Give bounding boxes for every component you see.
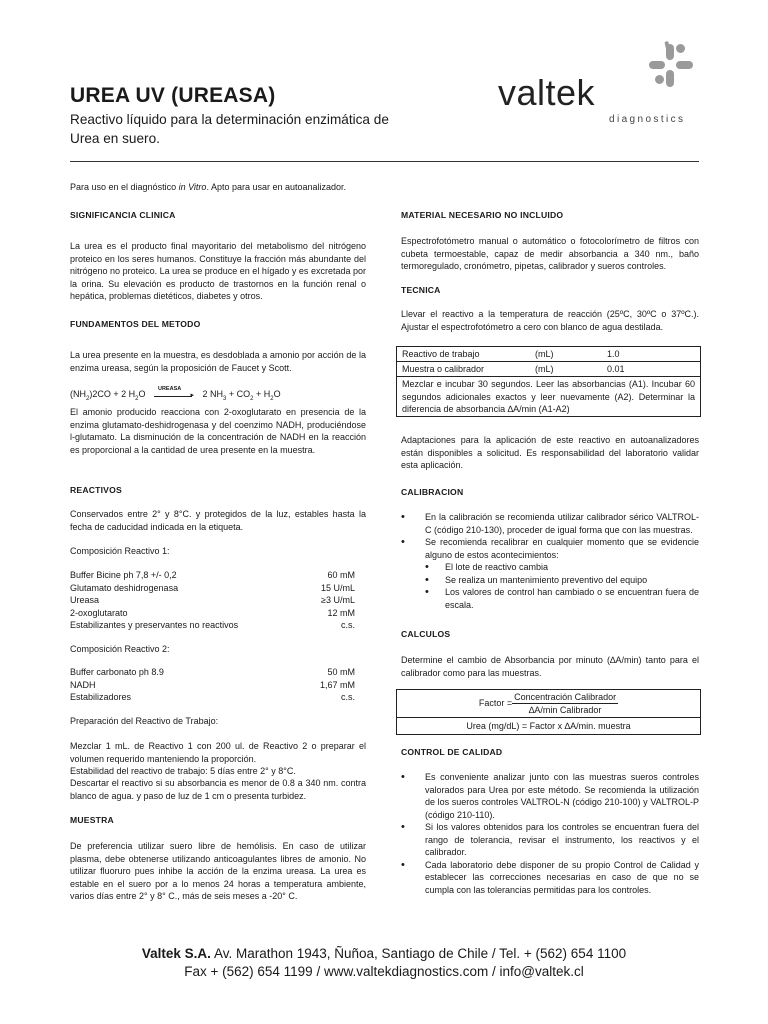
formula-sub: 2 xyxy=(135,395,139,402)
comp-value: 60 mM xyxy=(327,570,355,580)
comp-name: Glutamato deshidrogenasa xyxy=(70,582,179,593)
table-cell: (mL) xyxy=(535,363,554,374)
reactivos-text: Conservados entre 2° y 8°C. y protegidos de la luz, estables hasta la fecha de caducidad indicada en la etiqueta. xyxy=(70,509,366,532)
prep-text-2: Estabilidad del reactivo de trabajo: 5 días entre 2° y 8°C. xyxy=(70,766,296,776)
tecnica-table-note xyxy=(397,377,700,416)
valtek-logo xyxy=(498,40,698,130)
comp2-list xyxy=(70,666,355,704)
table-note-text: Mezclar e incubar 30 segundos. Leer las absorbancias (A1). Incubar 60 segundos adicionales exactos y leer nuevamente (A2). Determinar la diferencia de absorbancia ∆A/min (A1-A2) xyxy=(402,379,695,414)
formula-part: )2CO + 2 H xyxy=(89,389,136,399)
comp-value: c.s. xyxy=(340,620,355,630)
control-heading: CONTROL DE CALIDAD xyxy=(401,747,503,757)
muestra-text: De preferencia utilizar suero libre de hemólisis. En caso de utilizar plasma, debe obtenerse utilizando anticoagulantes libres de amonio. No utilizar fluoruro pues inhibe la acción de la enzima ureasa. La urea es estable en el suero por a lo menos 24 horas a temperatura ambiente, varios días entre 2° y 8° C., más de seis meses a -20° C. xyxy=(70,841,366,901)
table-cell: 0.01 xyxy=(607,363,625,374)
factor-label: Factor = xyxy=(478,698,513,709)
calibracion-item-text: Se recomienda recalibrar en cualquier momento que se evidencie alguno de estos acontecimientos: xyxy=(425,537,699,560)
comp-value: 50 mM xyxy=(327,667,355,677)
tecnica-table-row xyxy=(397,347,700,362)
muestra-heading: MUESTRA xyxy=(70,815,114,825)
comp-value: 1,67 mM xyxy=(319,679,355,690)
document-title: UREA UV (UREASA) xyxy=(70,84,276,107)
table-cell: Muestra o calibrador xyxy=(402,363,485,374)
table-cell: (mL) xyxy=(535,348,554,359)
adapt-text: Adaptaciones para la aplicación de este reactivo en autoanalizadores están disponibles a solicitud. Es responsabilidad del laboratorio validar esta aplicación. xyxy=(401,435,699,470)
comp-value: c.s. xyxy=(340,692,355,702)
control-item: • Si los valores obtenidos para los controles se encuentran fuera del rango de tolerancia, revisar el instrumento, los reactivos y el calibrador. xyxy=(401,821,699,859)
intro-text xyxy=(70,181,370,194)
calibracion-subitem: • El lote de reactivo cambia xyxy=(425,561,699,574)
footer-address-text: Av. Marathon 1943, Ñuñoa, Santiago de Chile / Tel. + (562) 654 1100 xyxy=(210,946,627,961)
comp1-row xyxy=(70,619,355,632)
prep-text-3: Descartar el reactivo si su absorbancia es menor de 0.8 a 340 nm. contra blanco de agua. y paso de luz de 1 cm o presenta turbidez. xyxy=(70,778,366,801)
comp-value: 15 U/mL xyxy=(320,582,355,593)
comp1-row xyxy=(70,607,355,620)
document-subtitle: Reactivo líquido para la determinación enzimática de Urea en suero. xyxy=(70,112,389,146)
calibracion-sublist xyxy=(425,561,699,611)
comp-name: Buffer carbonato ph 8.9 xyxy=(70,667,164,677)
urea-formula-text: Urea (mg/dL) = Factor x ∆A/min. muestra xyxy=(466,720,631,731)
control-item: • Cada laboratorio debe disponer de su propio Control de Calidad y establecer las correcciones necesarias en caso de que no se cumpla con las tolerancias permitidas para los controles. xyxy=(401,859,699,897)
footer-address xyxy=(0,946,768,961)
comp2-row xyxy=(70,691,355,704)
material-heading: MATERIAL NECESARIO NO INCLUIDO xyxy=(401,210,564,220)
control-item: • Es conveniente analizar junto con las muestras sueros controles valorados para Urea por este método. Se recomienda la utilización de los sueros controles VALTROL-N (código 210-100) y VALTROL-P (código 210-110). xyxy=(401,771,699,821)
comp1-row xyxy=(70,594,355,607)
comp-name: 2-oxoglutarato xyxy=(70,607,128,618)
calibracion-item xyxy=(401,536,699,611)
tecnica-heading: TECNICA xyxy=(401,285,441,295)
comp-value: ≥3 U/mL xyxy=(321,595,355,605)
calibracion-subitem: • Se realiza un mantenimiento preventivo del equipo xyxy=(425,574,699,587)
footer-contact: Fax + (562) 654 1199 / www.valtekdiagnostics.com / info@valtek.cl xyxy=(184,964,584,979)
comp-name: Estabilizadores xyxy=(70,692,132,702)
comp2-title: Composición Reactivo 2: xyxy=(70,644,170,654)
formula-sub: 3 xyxy=(223,395,227,402)
comp-name: Estabilizantes y preservantes no reactivos xyxy=(70,620,239,630)
factor-numerator: Concentración Calibrador xyxy=(512,691,618,705)
calibracion-list xyxy=(401,511,699,611)
reactivos-heading: REACTIVOS xyxy=(70,485,122,495)
comp1-title: Composición Reactivo 1: xyxy=(70,546,170,556)
fundamentos-text-2: El amonio producido reacciona con 2-oxoglutarato en presencia de la enzima glutamato-deshidrogenasa y del coenzimo NADH, produciéndose l-glutamato. La disminución de la concentración de NADH en la reacción es proporcional a la cantidad de urea presente en la muestra. xyxy=(70,407,366,455)
comp1-list xyxy=(70,569,355,632)
table-cell: Reactivo de trabajo xyxy=(402,348,480,359)
header-divider xyxy=(70,161,699,162)
material-text: Espectrofotómetro manual o automático o fotocolorímetro de filtros con cubeta termoestable, capaz de medir absorbancia a 340 nm., baño termoregulado, cronómetro, pipetas, calibrador y sueros controles. xyxy=(401,236,699,271)
comp-value: 12 mM xyxy=(327,607,355,618)
formula-sub: 2 xyxy=(270,395,274,402)
urea-formula xyxy=(397,718,700,734)
footer-company: Valtek S.A. xyxy=(141,946,211,961)
significancia-text: La urea es el producto final mayoritario del metabolismo del nitrógeno proteico en los seres humanos. Constituye la fracción más abundante del nitrógeno no proteico. La urea se produce en el hígado y es excretada por la orina. Su elevación es producto de trastornos en la función renal o hepática, problemas dietéticos, diabetes y otros. xyxy=(70,241,366,301)
formula-sub: 2 xyxy=(250,395,254,402)
reaction-formula xyxy=(70,385,281,405)
factor-formula xyxy=(397,690,700,718)
comp2-row xyxy=(70,666,355,679)
significancia-heading: SIGNIFICANCIA CLINICA xyxy=(70,210,176,220)
factor-denominator: ∆A/min Calibrador xyxy=(528,705,602,715)
formula-part: + H xyxy=(253,389,271,399)
arrow-label: UREASA xyxy=(157,385,182,392)
tecnica-table xyxy=(396,346,701,417)
logo-subtitle: diagnostics xyxy=(609,114,686,125)
factor-fraction xyxy=(512,691,618,717)
control-list xyxy=(401,771,699,896)
prep-text-1: Mezclar 1 mL. de Reactivo 1 con 200 ul. de Reactivo 2 o preparar el volumen requerido manteniendo la proporción. xyxy=(70,741,366,764)
formula-part: O xyxy=(273,389,281,399)
formula-part: (NH xyxy=(70,389,86,399)
formula-part: 2 NH xyxy=(202,389,224,399)
calculos-heading: CALCULOS xyxy=(401,629,451,639)
intro-before: Para uso en el diagnóstico xyxy=(70,182,179,192)
comp1-row xyxy=(70,582,355,595)
calculos-text: Determine el cambio de Absorbancia por minuto (∆A/min) tanto para el calibrador como para las muestras. xyxy=(401,655,699,678)
calculos-formula-box xyxy=(396,689,701,735)
fundamentos-text-1: La urea presente en la muestra, es desdoblada a amonio por acción de la enzima ureasa, según la proposición de Faucet y Scott. xyxy=(70,350,366,373)
intro-after: . Apto para usar en autoanalizador. xyxy=(206,182,347,192)
logo-wordmark: valtek xyxy=(498,72,596,113)
calibracion-subitem: • Los valores de control han cambiado o se encuentran fuera de escala. xyxy=(425,586,699,611)
intro-italic: in Vitro xyxy=(178,182,207,192)
formula-part: O xyxy=(138,389,146,399)
formula-sub: 2 xyxy=(86,395,90,402)
calibracion-heading: CALIBRACION xyxy=(401,487,464,497)
comp1-row xyxy=(70,569,355,582)
prep-title: Preparación del Reactivo de Trabajo: xyxy=(70,716,219,726)
logo-cross-icon xyxy=(646,40,696,90)
formula-part: + CO xyxy=(226,389,251,399)
fundamentos-heading: FUNDAMENTOS DEL METODO xyxy=(70,319,201,329)
tecnica-table-row xyxy=(397,362,700,377)
calibracion-item: • En la calibración se recomienda utilizar calibrador sérico VALTROL-C (código 210-130), proceder de igual forma que con las muestras. xyxy=(401,511,699,536)
comp-name: NADH xyxy=(70,679,96,690)
tecnica-text: Llevar el reactivo a la temperatura de reacción (25ºC, 30ºC o 37ºC.). Ajustar el espectrofotómetro a cero con blanco de agua destilada. xyxy=(401,309,699,332)
comp2-row xyxy=(70,679,355,692)
comp-name: Buffer Bicine ph 7,8 +/- 0,2 xyxy=(70,570,177,580)
comp-name: Ureasa xyxy=(70,595,100,605)
table-cell: 1.0 xyxy=(607,348,620,359)
reaction-arrow-icon: UREASA ▸ xyxy=(154,390,194,400)
